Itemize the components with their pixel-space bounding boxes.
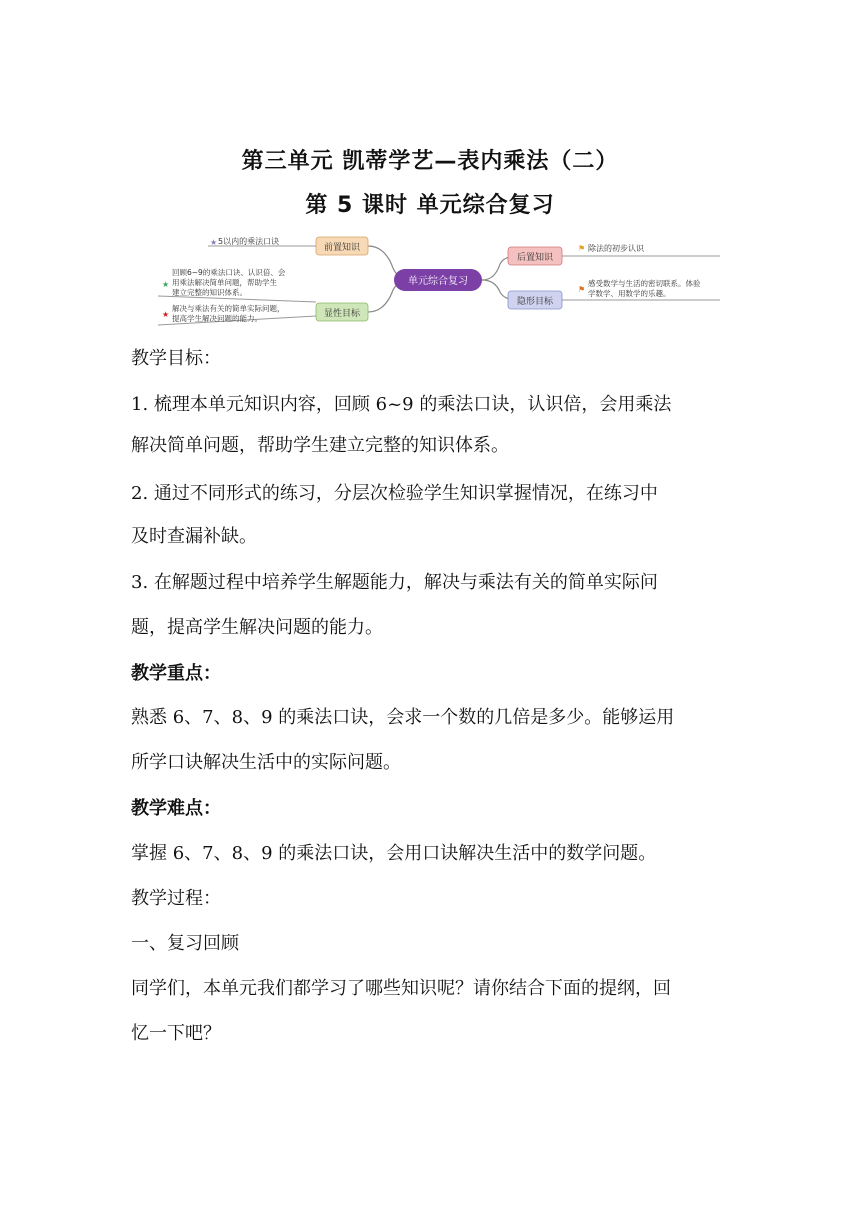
goal-2-line-1: 2. 通过不同形式的练习，分层次检验学生知识掌握情况，在练习中 <box>131 483 658 504</box>
goal-1-line-1: 1. 梳理本单元知识内容，回顾 6~9 的乘法口诀，认识倍，会用乘法 <box>131 394 672 415</box>
intro-line-1: 同学们，本单元我们都学习了哪些知识呢？请你结合下面的提纲，回 <box>131 978 671 999</box>
explicit-goal-leaf-2: 用乘法解决简单问题，帮助学生 <box>172 278 277 287</box>
implicit-goal-label: 隐形目标 <box>516 297 554 307</box>
key-points-line-2: 所学口诀解决生活中的实际问题。 <box>131 752 401 773</box>
difficulty-heading: 教学难点： <box>131 798 221 819</box>
page-title: 第三单元 凯蒂学艺—表内乘法（二） <box>241 149 619 174</box>
pre-knowledge-leaf: 5以内的乘法口诀 <box>218 237 280 246</box>
process-heading: 教学过程： <box>131 888 221 909</box>
post-knowledge-leaf: 除法的初步认识 <box>588 244 644 253</box>
mind-map-diagram <box>150 228 730 328</box>
post-knowledge-label: 后置知识 <box>516 253 554 263</box>
goals-heading: 教学目标： <box>131 348 221 369</box>
step-1-heading: 一、复习回顾 <box>131 933 239 954</box>
key-points-line-1: 熟悉 6、7、8、9 的乘法口诀，会求一个数的几倍是多少。能够运用 <box>131 707 675 728</box>
implicit-goal-leaf-1: 感受数学与生活的密切联系。体验 <box>588 279 701 288</box>
goal-3-line-2: 题，提高学生解决问题的能力。 <box>131 617 383 638</box>
goal-3-line-1: 3. 在解题过程中培养学生解题能力，解决与乘法有关的简单实际问 <box>131 572 658 593</box>
implicit-goal-leaf-2: 学数学、用数学的乐趣。 <box>588 289 671 298</box>
star-icon: ★ <box>162 310 170 319</box>
center-node-label: 单元综合复习 <box>408 276 468 287</box>
pre-knowledge-label: 前置知识 <box>323 243 361 253</box>
goal-1-line-2: 解决简单问题，帮助学生建立完整的知识体系。 <box>131 435 509 456</box>
flag-icon: ⚑ <box>578 285 586 294</box>
flag-icon: ⚑ <box>578 244 586 253</box>
explicit-goal-leaf-5: 提高学生解决问题的能力。 <box>172 314 262 323</box>
difficulty-text: 掌握 6、7、8、9 的乘法口诀，会用口诀解决生活中的数学问题。 <box>131 843 657 864</box>
star-icon: ★ <box>210 238 218 247</box>
explicit-goal-leaf-3: 建立完整的知识体系。 <box>172 288 247 297</box>
page-subtitle: 第 5 课时 单元综合复习 <box>305 193 555 218</box>
intro-line-2: 忆一下吧？ <box>131 1023 221 1044</box>
explicit-goal-label: 显性目标 <box>323 309 361 319</box>
key-points-heading: 教学重点： <box>131 663 221 684</box>
explicit-goal-leaf-4: 解决与乘法有关的简单实际问题， <box>172 304 285 313</box>
star-icon: ★ <box>162 280 170 289</box>
explicit-goal-leaf-1: 回顾6~9的乘法口诀、认识倍、会 <box>172 268 286 277</box>
goal-2-line-2: 及时查漏补缺。 <box>131 526 257 547</box>
